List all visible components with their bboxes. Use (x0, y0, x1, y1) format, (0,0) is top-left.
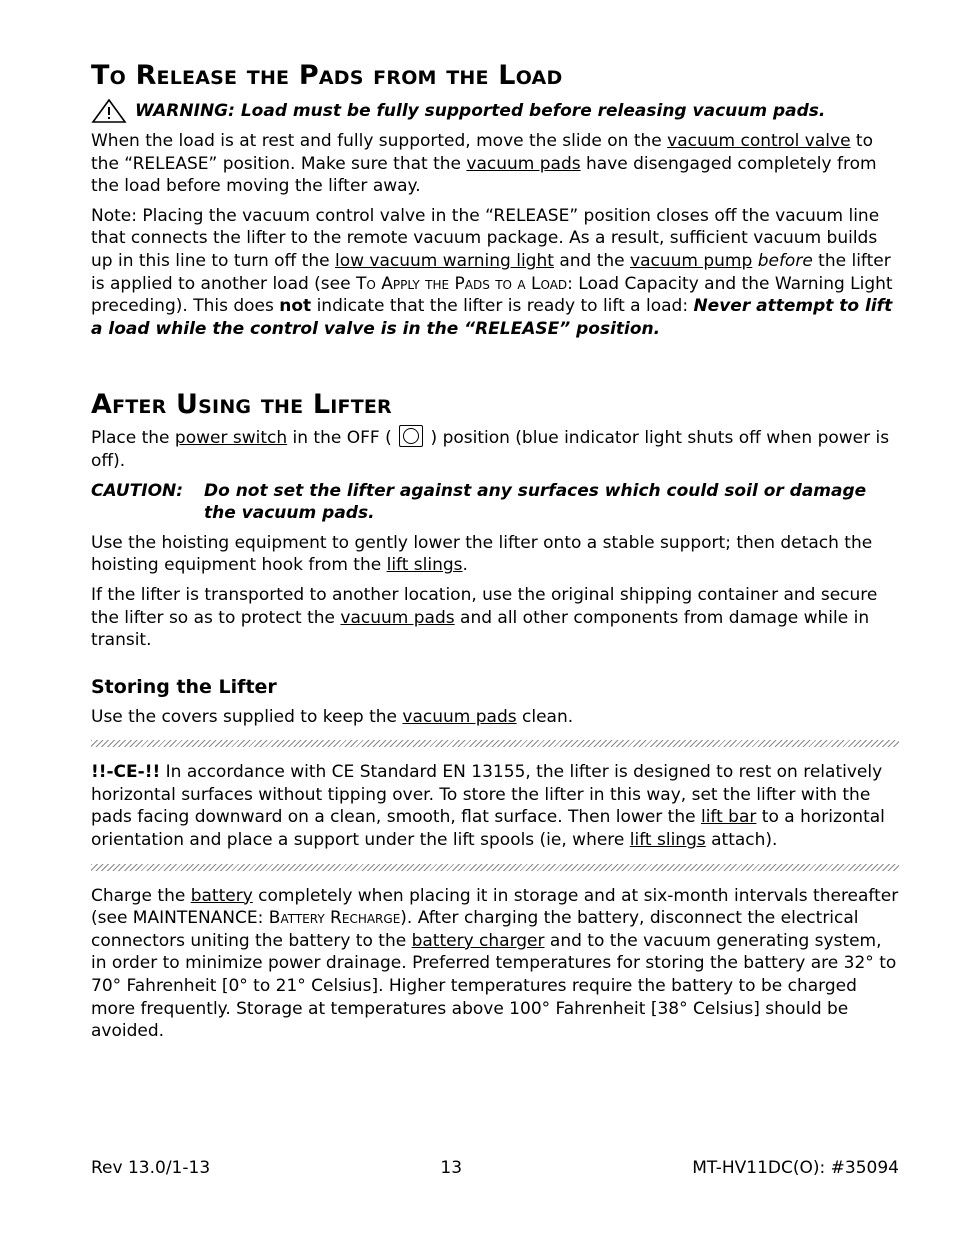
link-lift-slings-2[interactable]: lift slings (629, 830, 706, 851)
warning-triangle-icon (91, 98, 127, 124)
hatched-divider (91, 864, 899, 871)
warning-text: WARNING: Load must be fully supported before releasing vacuum pads. (135, 100, 826, 121)
footer-document-id: MT-HV11DC(O): #35094 (692, 1158, 899, 1178)
transport-paragraph: If the lifter is transported to another location, use the original shipping container and secure the lifter so as to protect the vacuum pads and all other components from damage while in transit. (91, 584, 878, 651)
never-lift-warning: Never attempt to lift a load while the control valve is in the “RELEASE” position. (91, 296, 893, 339)
hoisting-paragraph: Use the hoisting equipment to gently lower the lifter onto a stable support; then detach the hoisting equipment hook from the lift slings. (91, 532, 873, 576)
link-vacuum-pads[interactable]: vacuum pads (466, 153, 581, 174)
footer-revision: Rev 13.0/1-13 (91, 1158, 211, 1178)
link-low-vacuum-warning-light[interactable]: low vacuum warning light (334, 250, 554, 271)
section-title-storing: Storing the Lifter (91, 675, 277, 698)
link-vacuum-control-valve[interactable]: vacuum control valve (667, 131, 851, 151)
release-paragraph: When the load is at rest and fully supported, move the slide on the vacuum control valve to the “RELEASE” position. Make sure that the vacuum pads have disengaged completely from the load before moving the lifter away. (91, 131, 877, 197)
page-footer (91, 1157, 899, 1180)
link-power-switch[interactable]: power switch (174, 428, 288, 449)
section-title-after-using: After Using the Lifter (91, 389, 392, 421)
crossref-battery-recharge: Battery Recharge (268, 908, 401, 929)
power-off-icon (399, 425, 423, 447)
caution-block (91, 480, 899, 525)
ce-label: !!-CE-!! (91, 762, 161, 783)
link-lift-slings[interactable]: lift slings (386, 555, 463, 576)
link-vacuum-pump[interactable]: vacuum pump (630, 250, 753, 271)
caution-label: CAUTION: (91, 480, 184, 501)
link-battery[interactable]: battery (190, 885, 253, 906)
footer-page-number: 13 (440, 1158, 463, 1178)
warning-row (91, 98, 899, 124)
hatched-divider (91, 740, 899, 747)
note-paragraph: Note: Placing the vacuum control valve in the “RELEASE” position closes off the vacuum line that connects the lifter to the remote vacuum package. As a result, sufficient vacuum builds up in this line to turn off the low vacuum warning light and the vacuum pump before the lifter is applied to another load (see To Apply the Pads to a Load: Load Capacity and the Warning Light preceding). This does not indicate that the lifter is ready to lift a load: Never attempt to lift a load while the control valve is in the “RELEASE” position. (91, 205, 893, 339)
link-vacuum-pads-3[interactable]: vacuum pads (402, 706, 517, 727)
link-battery-charger[interactable]: battery charger (411, 930, 545, 951)
ce-paragraph: !!-CE-!! In accordance with CE Standard EN 13155, the lifter is designed to rest on relatively horizontal surfaces without tipping over. To store the lifter in this way, set the lifter with the pads facing downward on a clean, smooth, flat surface. Then lower the lift bar to a horizontal orientation and place a support under the lift spools (ie, where lift slings attach). (91, 762, 885, 851)
link-lift-bar[interactable]: lift bar (700, 807, 757, 828)
power-switch-paragraph: Place the power switch in the OFF ( ) position (blue indicator light shuts off when power is off). (91, 425, 899, 472)
crossref-apply-pads: To Apply the Pads to a Load (356, 273, 568, 294)
section-title-release-pads: To Release the Pads from the Load (91, 60, 563, 91)
battery-paragraph: Charge the battery completely when placing it in storage and at six-month intervals thereafter (see MAINTENANCE: Battery Recharge). After charging the battery, disconnect the electrical connectors uniting the battery to the battery charger and to the vacuum generating system, in order to minimize power drainage. Preferred temperatures for storing the battery are 32° to 70° Fahrenheit [0° to 21° Celsius]. Higher temperatures require the battery to be charged more frequently. Storage at temperatures above 100° Fahrenheit [38° Celsius] should be avoided. (91, 885, 899, 1042)
page-content (91, 58, 899, 1043)
covers-paragraph: Use the covers supplied to keep the vacuum pads clean. (91, 706, 574, 727)
caution-text: Do not set the lifter against any surfaces which could soil or damage the vacuum pads. (204, 480, 867, 524)
link-vacuum-pads-2[interactable]: vacuum pads (340, 607, 455, 628)
